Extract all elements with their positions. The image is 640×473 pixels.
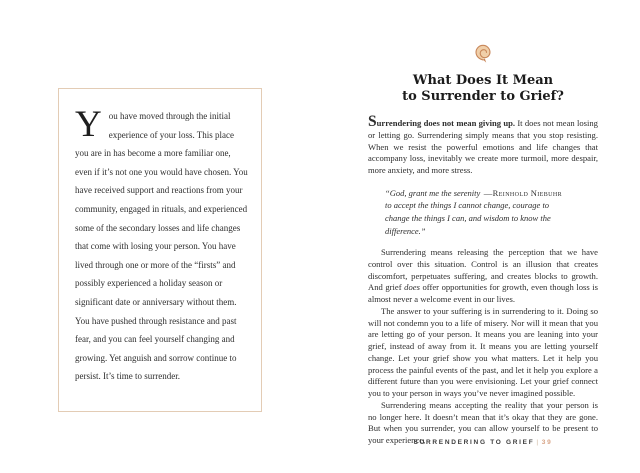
paragraph-3: The answer to your suffering is in surrendering to it. Doing so will not condemn you to a life of misery. Nor will it mean that you are letting go of your person. It means you are leaning into your grief, instead of away from it. It means you are letting yourself change. Let your grief show you what matters. Let it help you process the painful events of the past, and let it help you explore a different future than you were envisioning. Let your grief connect you to your person in ways you’ve never imagined possible. (368, 305, 598, 399)
page-number: 39 (541, 439, 553, 446)
chapter-page (368, 44, 598, 447)
chapter-title (368, 73, 598, 104)
quote-text: “God, grant me the serenity to accept the things I cannot change, courage to change the things I can, and wisdom to know the difference.” (385, 187, 551, 236)
footer-chapter-label: SURRENDERING TO GRIEF (413, 439, 535, 446)
paragraph-1-rest: It does not mean losing or letting go. Surrendering simply means that you stop resisting. When we resist the powerful emotions and life changes that accompany loss, inevitably we create more turmoil, more despair, more anxiety, and more stress. (368, 118, 598, 175)
chapter-title-line2: to Surrender to Grief? (402, 88, 564, 104)
paragraph-2-before: Surrendering means releasing the perception that we have control over this situation. Control is an illusion that creates discomfort, perpetuates suffering, and creates blocks to growth. And grief (368, 247, 598, 293)
paragraph-2-after: offer opportunities for growth, even though loss is almost never a welcome event in our lives. (368, 282, 599, 305)
paragraph-2 (368, 247, 598, 306)
shell-icon-wrap (368, 44, 598, 68)
paragraph-4: Surrendering means accepting the reality that your person is no longer here. It doesn’t mean that it’s okay that they are gone. But when you surrender, you can allow yourself to be present to your experience, (368, 399, 598, 446)
paragraph-1-bold-lead: urrendering does not mean giving up. (376, 118, 516, 128)
drop-cap: Y (75, 104, 102, 145)
chapter-title-line1: What Does It Mean (412, 73, 554, 88)
epigraph-quote (385, 187, 562, 237)
paragraph-1 (368, 114, 598, 177)
raised-cap: S (368, 113, 377, 130)
paragraph-2-italic-word: does (404, 282, 420, 293)
pull-quote-body: ou have moved through the initial experience of your loss. This place you are in has become a more familiar one, even if it’s not one you would have chosen. You have received support and reactions from your community, engaged in rituals, and experienced some of the secondary losses and life changes that come with losing your person. You have lived through one or more of the “firsts” and possibly experienced a holiday season or significant date or anniversary without them. You have pushed through resistance and past fear, and you can feel yourself changing and growing. Yet anguish and sorrow continue to persist. It’s time to surrender. (75, 111, 248, 382)
pull-quote-text (75, 104, 249, 386)
footer-divider: | (536, 439, 540, 446)
pull-quote-box (58, 88, 262, 412)
nautilus-shell-icon (475, 44, 492, 64)
quote-attribution: —Reinhold Niebuhr (483, 187, 562, 198)
running-footer (368, 439, 598, 446)
